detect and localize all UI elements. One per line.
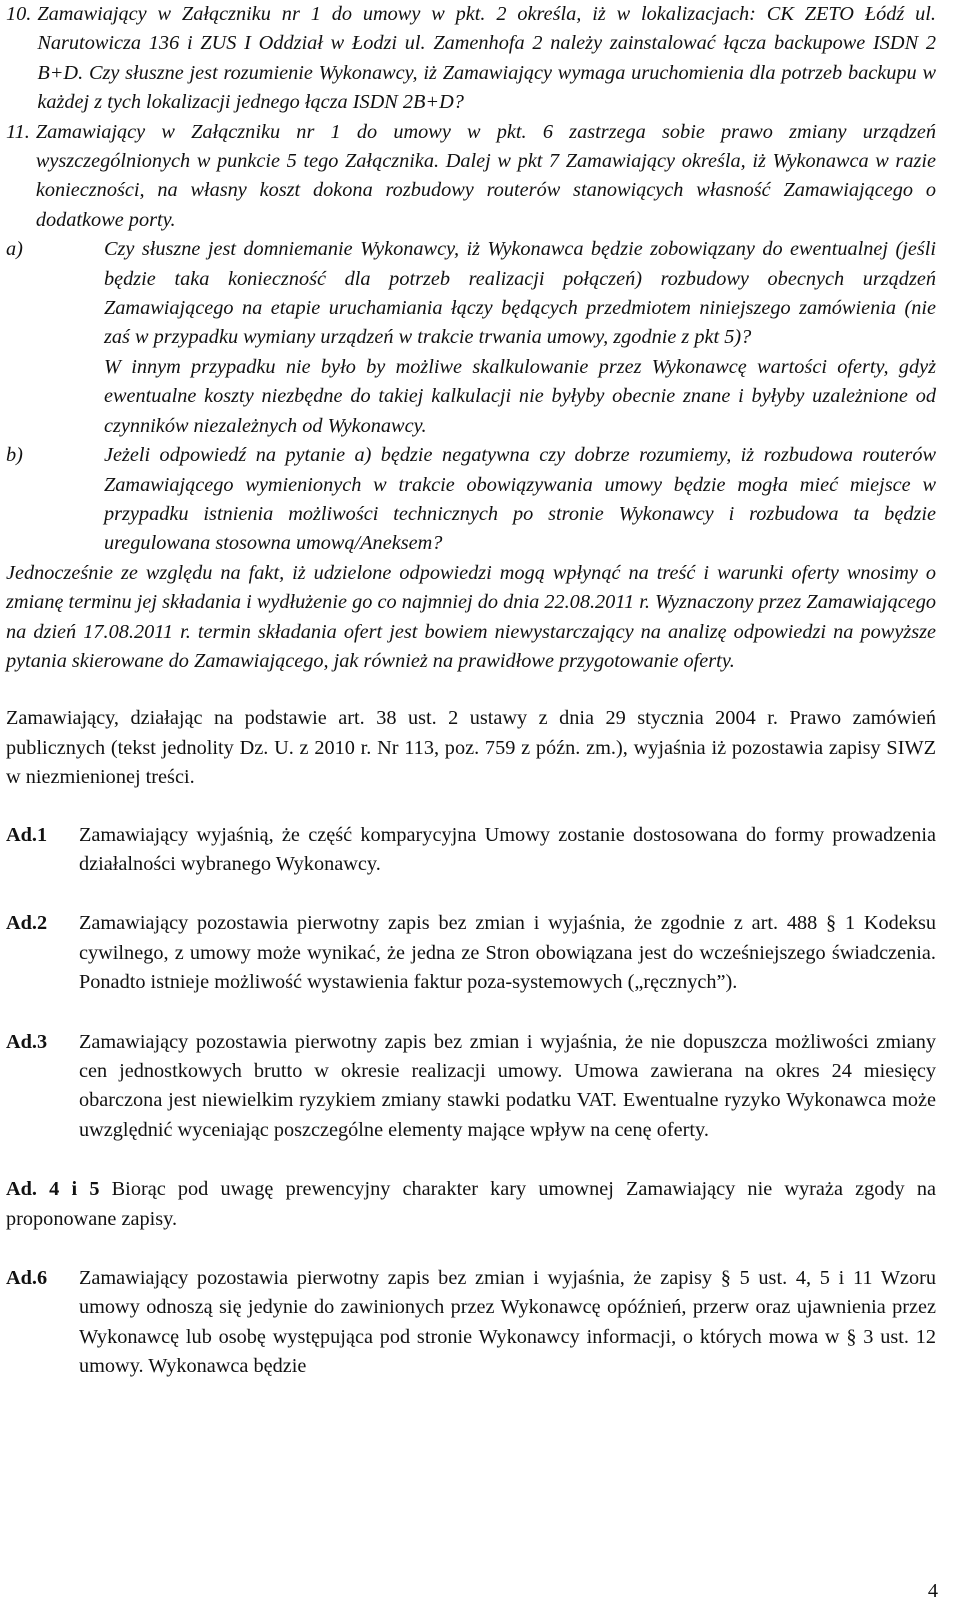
subquestion-paragraph: W innym przypadku nie było by możliwe skalkulowanie przez Wykonawcę wartości oferty, gdyż ewentualne koszty niezbędne do takiej kalkulacji nie byłyby obecnie znane i byłyby uzależnione od czynników niezależnych od Wykonawcy. bbox=[104, 355, 936, 437]
subquestion-body bbox=[104, 441, 936, 559]
question-number: 11. bbox=[6, 120, 30, 143]
answer-text: Zamawiający pozostawia pierwotny zapis bez zmian i wyjaśnia, że zapisy § 5 ust. 4, 5 i 11 Wzoru umowy odnoszą się jedynie do zawinionych przez Wykonawcę opóźnień, przerw oraz ujawnienia przez Wykonawcę lub osobę występująca pod stronie Wykonawcy informacji, o których mowa w § 3 ust. 12 umowy. Wykonawca będzie bbox=[79, 1267, 936, 1378]
answer-ad-4-5 bbox=[6, 1175, 936, 1234]
answer-ad-6 bbox=[6, 1264, 936, 1382]
subquestion-paragraph: Jeżeli odpowiedź na pytanie a) będzie negatywna czy dobrze rozumiemy, iż rozbudowa routerów Zamawiającego wymienionych w trakcie obowiązywania umowy będzie mogła mieć miejsce w przypadku istnienia możliwości technicznych po stronie Wykonawcy i rozbudowa ta będzie uregulowana stosowna umową/Aneksem? bbox=[104, 444, 936, 555]
document-page bbox=[6, 0, 936, 1382]
page-number: 4 bbox=[927, 1580, 938, 1602]
answer-text: Zamawiający wyjaśnią, że część komparycyjna Umowy zostanie dostosowana do formy prowadzenia działalności wybranego Wykonawcy. bbox=[79, 823, 936, 875]
subquestion-label: b) bbox=[6, 444, 23, 467]
subquestion-body bbox=[104, 235, 936, 441]
answer-ad-2 bbox=[6, 909, 936, 997]
answer-label: Ad.6 bbox=[6, 1267, 48, 1290]
question-number: 10. bbox=[6, 3, 32, 25]
question-text: Zamawiający w Załączniku nr 1 do umowy w pkt. 6 zastrzega sobie prawo zmiany urządzeń wyszczególnionych w punkcie 5 tego Załącznika. Dalej w pkt 7 Zamawiający określa, iż Wykonawca w razie konieczności, na własny koszt dokona rozbudowy routerów stanowiących własność Zamawiającego o dodatkowe porty. bbox=[35, 120, 936, 231]
question-11 bbox=[6, 118, 936, 236]
answer-label: Ad.2 bbox=[6, 912, 48, 935]
statement-paragraph: Zamawiający, działając na podstawie art. 38 ust. 2 ustawy z dnia 29 stycznia 2004 r. Prawo zamówień publicznych (tekst jednolity Dz. U. z 2010 r. Nr 113, poz. 759 z późn. zm.), wyjaśnia iż pozostawia zapisy SIWZ w niezmienionej treści. bbox=[6, 707, 936, 789]
closing-request: Jednocześnie ze względu na fakt, iż udzielone odpowiedzi mogą wpłynąć na treść i warunki oferty wnosimy o zmianę terminu jej składania i wydłużenie go co najmniej do dnia 22.08.2011 r. Wyznaczony przez Zamawiającego na dzień 17.08.2011 r. termin składania ofert jest bowiem niewystarczający na analizę odpowiedzi na powyższe pytania skierowane do Zamawiającego, jak również na prawidłowe przygotowanie oferty. bbox=[6, 561, 936, 672]
question-10 bbox=[6, 0, 936, 118]
subquestion-a bbox=[6, 235, 936, 441]
answer-label: Ad.3 bbox=[6, 1030, 48, 1053]
answer-label: Ad. 4 i 5 bbox=[6, 1178, 100, 1201]
answer-label: Ad.1 bbox=[6, 823, 48, 846]
answer-text: Zamawiający pozostawia pierwotny zapis bez zmian i wyjaśnia, że nie dopuszcza możliwości zmiany cen jednostkowych brutto w okresie realizacji umowy. Umowa zawierana na okres 24 miesięcy obarczona jest niewielkim ryzykiem zmiany stawki podatku VAT. Ewentualne ryzyko Wykonawca może uwzględnić wyceniając poszczególne elementy mające wpływ na cenę oferty. bbox=[79, 1030, 936, 1141]
subquestion-b bbox=[6, 441, 936, 559]
answer-text: Zamawiający pozostawia pierwotny zapis bez zmian i wyjaśnia, że zgodnie z art. 488 § 1 Kodeksu cywilnego, z umowy może wynikać, że jedna ze Stron obowiązana jest do wcześniejszego świadczenia. Ponadto istnieje możliwość wystawienia faktur poza-systemowych („ręcznych”). bbox=[79, 912, 936, 994]
answer-ad-1 bbox=[6, 821, 936, 880]
answer-ad-3 bbox=[6, 1028, 936, 1146]
subquestion-paragraph: Czy słuszne jest domniemanie Wykonawcy, iż Wykonawca będzie zobowiązany do ewentualnej (jeśli będzie taka konieczność dla potrzeb realizacji połączeń) rozbudowy obecnych urządzeń Zamawiającego na etapie uruchamiania łączy będących przedmiotem niniejszego zamówienia (nie zaś w przypadku wymiany urządzeń w trakcie trwania umowy, zgodnie z pkt 5)? bbox=[104, 238, 936, 349]
subquestion-label: a) bbox=[6, 238, 23, 261]
answer-text: Biorąc pod uwagę prewencyjny charakter kary umownej Zamawiający nie wyraża zgody na proponowane zapisy. bbox=[6, 1178, 937, 1230]
question-text: Zamawiający w Załączniku nr 1 do umowy w pkt. 2 określa, iż w lokalizacjach: CK ZETO Łódź ul. Narutowicza 136 i ZUS I Oddział w Łodzi ul. Zamenhofa 2 należy zainstalować łącza backupowe ISDN 2 B+D. Czy słuszne jest rozumienie Wykonawcy, iż Zamawiający wymaga uruchomienia dla potrzeb backupu w każdej z tych lokalizacji jednego łącza ISDN 2B+D? bbox=[37, 3, 936, 114]
